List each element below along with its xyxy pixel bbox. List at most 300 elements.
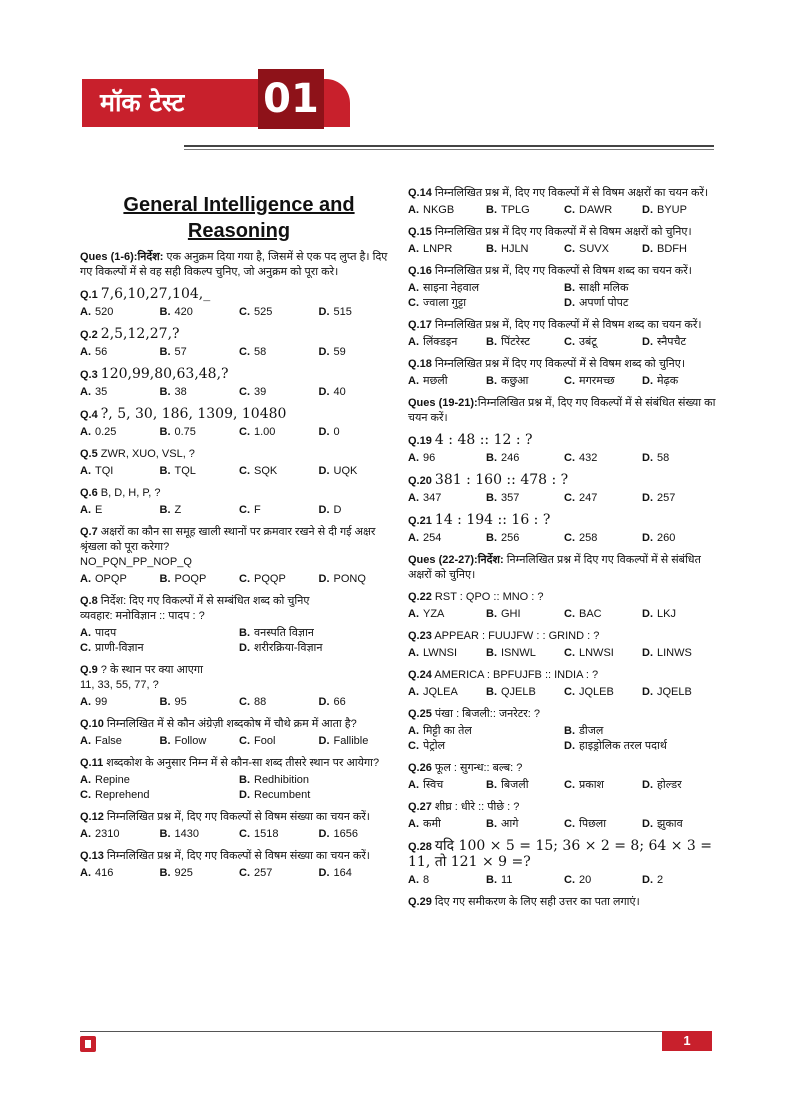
option-text: स्विच xyxy=(423,779,444,791)
option-d xyxy=(319,695,399,710)
question-number: Q.9 xyxy=(80,664,101,676)
question-28: Q.28 यदि 100 × 5 = 15; 36 × 2 = 8; 64 × 3 = 11, तो 121 × 9 =? A. 8 B. 11 C. 20 D. 2 xyxy=(408,839,720,888)
options xyxy=(80,345,398,360)
option-b xyxy=(160,425,240,440)
option-letter: B. xyxy=(564,282,575,294)
question-stem: ? के स्थान पर क्या आएगा xyxy=(100,664,203,676)
question-24: Q.24 AMERICA : BPFUJFB :: INDIA : ? A. JQLEA B. QJELB C. JQLEB D. JQELB xyxy=(408,668,720,700)
option-letter: B. xyxy=(159,735,171,747)
question-25: Q.25 पंखा : बिजली:: जनरेटर: ? A. मिट्टी का तेल B. डीजल C. पेट्रोल D. हाइड्रोलिक तरल पदार्थ xyxy=(408,707,720,754)
question-11 xyxy=(80,756,398,803)
option-letter: D. xyxy=(642,532,653,544)
option-c xyxy=(80,641,239,656)
question-19: Q.19 4 : 48 :: 12 : ? A. 96 B. 246 C. 432 D. 58 xyxy=(408,433,720,466)
option-d xyxy=(642,335,720,350)
option-b xyxy=(486,335,564,350)
option-text: अपर्णा पोपट xyxy=(579,297,629,309)
question-stem: 7,6,10,27,104,_ xyxy=(100,286,211,302)
option-b xyxy=(486,491,564,506)
option-text: 257 xyxy=(254,867,273,879)
question-1 xyxy=(80,287,398,320)
option-letter: B. xyxy=(486,452,497,464)
option-a xyxy=(408,817,486,832)
option-text: मछली xyxy=(423,375,448,387)
right-column xyxy=(408,186,720,917)
option-letter: D. xyxy=(318,735,330,747)
question-stem: निम्नलिखित प्रश्न में, दिए गए विकल्पों में से विषम अक्षरों का चयन करें। xyxy=(434,187,709,199)
option-text: 39 xyxy=(254,386,267,398)
option-d xyxy=(319,572,399,587)
option-letter: B. xyxy=(486,647,497,659)
option-text: ISNWL xyxy=(501,647,536,659)
question-23: Q.23 APPEAR : FUUJFW : : GRIND : ? A. LWNSI B. ISNWL C. LNWSI D. LINWS xyxy=(408,629,720,661)
options xyxy=(408,873,720,888)
option-letter: A. xyxy=(80,867,91,879)
option-c xyxy=(239,734,319,749)
option-letter: C. xyxy=(564,243,575,255)
option-letter: C. xyxy=(239,346,250,358)
option-text: 164 xyxy=(333,867,352,879)
option-b xyxy=(160,734,240,749)
option-text: UQK xyxy=(333,465,358,477)
option-a xyxy=(80,827,160,842)
option-a xyxy=(80,385,160,400)
option-text: 2 xyxy=(657,874,664,886)
option-text: LNWSI xyxy=(579,647,614,659)
option-c xyxy=(239,695,319,710)
option-text: BAC xyxy=(579,608,602,620)
option-letter: D. xyxy=(564,740,575,752)
option-text: 38 xyxy=(174,386,187,398)
option-letter: B. xyxy=(239,627,250,639)
section-title xyxy=(80,192,398,244)
option-b xyxy=(239,626,398,641)
option-text: पेट्रोल xyxy=(423,740,446,752)
question-5 xyxy=(80,447,398,479)
option-b xyxy=(160,695,240,710)
option-letter: A. xyxy=(80,735,91,747)
question-stem: शब्दकोश के अनुसार निम्न में से कौन-सा शब्द तीसरे स्थान पर आयेगा? xyxy=(106,757,380,769)
option-letter: C. xyxy=(564,686,575,698)
option-letter: B. xyxy=(564,725,575,737)
option-a xyxy=(408,242,486,257)
question-2 xyxy=(80,327,398,360)
option-text: मेढ़क xyxy=(657,375,679,387)
question-number: Q.3 xyxy=(80,369,101,381)
option-c xyxy=(80,788,239,803)
option-text: BYUP xyxy=(657,204,687,216)
option-letter: D. xyxy=(642,336,653,348)
option-letter: A. xyxy=(408,647,419,659)
question-stem: ?, 5, 30, 186, 1309, 10480 xyxy=(100,406,287,422)
option-text: QJELB xyxy=(501,686,536,698)
option-letter: C. xyxy=(564,336,575,348)
directions-head: Ques (22-27):निर्देश: xyxy=(408,554,504,566)
options xyxy=(408,607,720,622)
option-letter: B. xyxy=(486,532,497,544)
option-letter: C. xyxy=(564,452,575,464)
option-letter: A. xyxy=(408,779,419,791)
option-d xyxy=(642,491,720,506)
option-letter: B. xyxy=(486,204,497,216)
question-number: Q.2 xyxy=(80,329,101,341)
option-text: SUVX xyxy=(579,243,609,255)
option-b xyxy=(160,827,240,842)
option-d xyxy=(642,374,720,389)
option-letter: B. xyxy=(486,336,497,348)
question-number: Q.13 xyxy=(80,850,107,862)
option-letter: B. xyxy=(159,696,171,708)
option-text: साक्षी मलिक xyxy=(579,282,629,294)
option-text: Follow xyxy=(174,735,207,747)
option-c xyxy=(564,646,642,661)
options xyxy=(408,685,720,700)
question-number: Q.7 xyxy=(80,526,101,538)
option-text: LWNSI xyxy=(423,647,458,659)
option-a xyxy=(80,464,160,479)
option-letter: D. xyxy=(318,828,330,840)
option-text: JQLEA xyxy=(423,686,458,698)
option-text: 1430 xyxy=(174,828,199,840)
option-d xyxy=(642,531,720,546)
option-text: 58 xyxy=(657,452,670,464)
option-a xyxy=(80,345,160,360)
option-text: 1.00 xyxy=(254,426,276,438)
option-text: LKJ xyxy=(657,608,676,620)
question-stem: पंखा : बिजली:: जनरेटर: ? xyxy=(434,708,540,720)
option-c xyxy=(239,305,319,320)
option-text: हाइड्रोलिक तरल पदार्थ xyxy=(579,740,667,752)
option-letter: B. xyxy=(486,874,497,886)
question-stem: निम्नलिखित में से कौन अंग्रेज़ी शब्दकोष में चौथे क्रम में आता है? xyxy=(106,718,357,730)
options xyxy=(408,817,720,832)
question-13 xyxy=(80,849,398,881)
option-text: 515 xyxy=(333,306,352,318)
question-number: Q.6 xyxy=(80,487,101,499)
option-letter: C. xyxy=(239,465,250,477)
question-stem: निम्नलिखित प्रश्न में, दिए गए विकल्पों में से विषम शब्द का चयन करें। xyxy=(434,319,702,331)
left-questions xyxy=(80,287,398,881)
option-text: प्रकाश xyxy=(579,779,605,791)
option-text: 254 xyxy=(423,532,442,544)
option-letter: A. xyxy=(80,465,91,477)
option-b xyxy=(160,464,240,479)
option-text: उबंटू xyxy=(579,336,597,348)
directions-text: निम्नलिखित प्रश्न में, दिए गए विकल्पों में से संबंधित संख्या का चयन करें। xyxy=(408,397,716,424)
question-stem: निम्नलिखित प्रश्न में, दिए गए विकल्पों से विषम संख्या का चयन करें। xyxy=(106,811,370,823)
directions-19-21 xyxy=(408,396,720,426)
option-letter: A. xyxy=(408,243,419,255)
option-letter: C. xyxy=(239,426,250,438)
option-text: 247 xyxy=(579,492,598,504)
question-20: Q.20 381 : 160 :: 478 : ? A. 347 B. 357 C. 247 D. 257 xyxy=(408,473,720,506)
option-d xyxy=(642,451,720,466)
option-c xyxy=(239,503,319,518)
option-text: कमी xyxy=(423,818,441,830)
option-text: 99 xyxy=(95,696,108,708)
option-a xyxy=(408,335,486,350)
publisher-logo-icon xyxy=(80,1036,96,1052)
option-a xyxy=(80,695,160,710)
option-b xyxy=(160,866,240,881)
option-letter: C. xyxy=(80,642,91,654)
option-c xyxy=(564,451,642,466)
question-27: Q.27 शीघ्र : धीरे :: पीछे : ? A. कमी B. आगे C. पिछला D. झुकाव xyxy=(408,800,720,832)
option-letter: C. xyxy=(564,492,575,504)
option-c xyxy=(564,685,642,700)
option-text: TQL xyxy=(174,465,196,477)
option-text: 35 xyxy=(95,386,108,398)
option-c xyxy=(239,425,319,440)
option-letter: A. xyxy=(80,504,91,516)
directions-1-6 xyxy=(80,250,398,280)
option-text: डीजल xyxy=(579,725,604,737)
option-text: पिंटरेस्ट xyxy=(501,336,530,348)
option-text: Repine xyxy=(95,774,130,786)
option-d xyxy=(642,873,720,888)
question-stem: APPEAR : FUUJFW : : GRIND : ? xyxy=(434,630,600,642)
option-text: 416 xyxy=(95,867,114,879)
option-letter: D. xyxy=(318,504,330,516)
option-text: PQQP xyxy=(254,573,286,585)
question-21: Q.21 14 : 194 :: 16 : ? A. 254 B. 256 C. 258 D. 260 xyxy=(408,513,720,546)
question-7 xyxy=(80,525,398,587)
option-letter: D. xyxy=(642,204,653,216)
option-letter: C. xyxy=(239,306,250,318)
option-letter: D. xyxy=(642,608,653,620)
option-b xyxy=(160,305,240,320)
option-letter: D. xyxy=(239,789,250,801)
banner-number: 01 xyxy=(258,69,324,129)
option-text: 2310 xyxy=(95,828,120,840)
option-letter: D. xyxy=(642,492,653,504)
option-letter: A. xyxy=(408,725,419,737)
footer-rule xyxy=(80,1031,712,1032)
option-text: बिजली xyxy=(501,779,529,791)
option-c xyxy=(239,464,319,479)
option-text: 20 xyxy=(579,874,592,886)
options xyxy=(80,305,398,320)
option-letter: C. xyxy=(564,375,575,387)
options xyxy=(408,724,720,754)
option-a xyxy=(408,607,486,622)
question-17: Q.17 निम्नलिखित प्रश्न में, दिए गए विकल्पों में से विषम शब्द का चयन करें। A. लिंक्डइन B. पिंटरेस्ट C. उबंटू D. स्नैपचैट xyxy=(408,318,720,350)
options xyxy=(80,503,398,518)
option-text: प्राणी-विज्ञान xyxy=(95,642,144,654)
option-letter: A. xyxy=(408,608,419,620)
left-column xyxy=(80,186,398,888)
option-c xyxy=(408,739,564,754)
option-text: OPQP xyxy=(95,573,127,585)
directions-text: एक अनुक्रम दिया गया है, जिसमें से एक पद लुप्त है। दिए गए विकल्पों में से वह सही विकल्प चुनिए, जो अनुक्रम को पूरा करे। xyxy=(80,251,388,278)
option-text: 1518 xyxy=(254,828,279,840)
question-stem: शीघ्र : धीरे :: पीछे : ? xyxy=(434,801,520,813)
option-c xyxy=(239,345,319,360)
question-number: Q.10 xyxy=(80,718,107,730)
option-text: SQK xyxy=(254,465,278,477)
option-b xyxy=(486,203,564,218)
option-text: शरीरक्रिया-विज्ञान xyxy=(254,642,323,654)
option-d xyxy=(319,503,399,518)
option-text: Z xyxy=(174,504,182,516)
option-text: 258 xyxy=(579,532,598,544)
option-a xyxy=(408,281,564,296)
option-letter: B. xyxy=(159,573,171,585)
option-b xyxy=(486,607,564,622)
option-a xyxy=(80,572,160,587)
option-letter: D. xyxy=(318,867,330,879)
question-subtext: 11, 33, 55, 77, ? xyxy=(80,679,159,691)
option-letter: B. xyxy=(486,492,497,504)
option-b xyxy=(486,374,564,389)
option-d xyxy=(319,464,399,479)
question-stem: 14 : 194 :: 16 : ? xyxy=(434,512,551,528)
option-a xyxy=(80,503,160,518)
option-text: D xyxy=(333,504,342,516)
option-c xyxy=(239,572,319,587)
option-b xyxy=(486,242,564,257)
option-d xyxy=(319,827,399,842)
options xyxy=(408,281,720,311)
question-stem: ZWR, XUO, VSL, ? xyxy=(100,448,195,460)
option-letter: D. xyxy=(318,306,330,318)
question-number: Q.11 xyxy=(80,757,107,769)
question-stem: निम्नलिखित प्रश्न में, दिए गए विकल्पों से विषम संख्या का चयन करें। xyxy=(106,850,370,862)
option-letter: A. xyxy=(80,828,91,840)
option-letter: B. xyxy=(159,867,171,879)
option-text: मिट्टी का तेल xyxy=(423,725,472,737)
option-text: Redhibition xyxy=(254,774,310,786)
option-letter: D. xyxy=(642,452,653,464)
option-text: POQP xyxy=(174,573,207,585)
option-c xyxy=(408,296,564,311)
option-letter: A. xyxy=(408,532,419,544)
option-b xyxy=(160,572,240,587)
question-3 xyxy=(80,367,398,400)
options xyxy=(80,626,398,656)
option-letter: A. xyxy=(408,336,419,348)
option-d xyxy=(239,641,398,656)
mock-test-banner xyxy=(82,69,350,129)
option-letter: C. xyxy=(408,740,419,752)
question-stem: निम्नलिखित प्रश्न में दिए गए विकल्पों में से विषम शब्द को चुनिए। xyxy=(434,358,686,370)
option-text: 8 xyxy=(423,874,430,886)
option-letter: C. xyxy=(80,789,91,801)
question-number: Q.12 xyxy=(80,811,107,823)
option-d xyxy=(642,242,720,257)
directions-22-27 xyxy=(408,553,720,583)
question-22: Q.22 RST : QPO :: MNO : ? A. YZA B. GHI C. BAC D. LKJ xyxy=(408,590,720,622)
question-stem: 120,99,80,63,48,? xyxy=(100,366,229,382)
option-a xyxy=(80,305,160,320)
option-letter: D. xyxy=(318,426,330,438)
option-letter: C. xyxy=(239,828,250,840)
option-letter: B. xyxy=(486,375,497,387)
option-a xyxy=(80,866,160,881)
option-letter: C. xyxy=(239,735,250,747)
option-letter: A. xyxy=(408,492,419,504)
option-b xyxy=(486,646,564,661)
options xyxy=(80,464,398,479)
options xyxy=(408,531,720,546)
option-text: LINWS xyxy=(657,647,692,659)
question-stem: B, D, H, P, ? xyxy=(100,487,161,499)
option-text: मगरमच्छ xyxy=(579,375,615,387)
option-letter: D. xyxy=(564,297,575,309)
option-letter: A. xyxy=(80,426,91,438)
question-stem: 4 : 48 :: 12 : ? xyxy=(434,432,533,448)
option-letter: C. xyxy=(239,867,250,879)
option-text: 66 xyxy=(333,696,346,708)
options xyxy=(80,572,398,587)
option-a xyxy=(408,646,486,661)
option-text: YZA xyxy=(423,608,445,620)
option-c xyxy=(564,242,642,257)
option-d xyxy=(642,778,720,793)
option-text: 925 xyxy=(174,867,193,879)
option-letter: B. xyxy=(159,346,171,358)
question-26: Q.26 फूल : सुगन्ध:: बल्ब: ? A. स्विच B. बिजली C. प्रकाश D. होल्डर xyxy=(408,761,720,793)
question-9 xyxy=(80,663,398,710)
option-letter: B. xyxy=(239,774,250,786)
option-letter: C. xyxy=(239,573,250,585)
option-b xyxy=(486,778,564,793)
question-stem: 2,5,12,27,? xyxy=(100,326,180,342)
question-stem: दिए गए समीकरण के लिए सही उत्तर का पता लगाएं। xyxy=(434,896,640,908)
option-text: 1656 xyxy=(333,828,358,840)
option-a xyxy=(80,773,239,788)
header-rule-thin xyxy=(184,149,714,150)
option-text: 95 xyxy=(174,696,187,708)
option-letter: D. xyxy=(318,696,330,708)
option-letter: D. xyxy=(642,243,653,255)
question-29: Q.29 दिए गए समीकरण के लिए सही उत्तर का पता लगाएं। xyxy=(408,896,640,908)
option-letter: D. xyxy=(318,465,330,477)
option-text: 520 xyxy=(95,306,114,318)
option-d xyxy=(319,734,399,749)
option-c xyxy=(564,873,642,888)
option-letter: A. xyxy=(408,686,419,698)
option-c xyxy=(239,827,319,842)
options xyxy=(408,374,720,389)
option-d xyxy=(319,425,399,440)
option-c xyxy=(564,531,642,546)
option-letter: B. xyxy=(486,243,497,255)
option-letter: C. xyxy=(564,779,575,791)
option-text: झुकाव xyxy=(657,818,683,830)
option-text: F xyxy=(254,504,261,516)
option-letter: A. xyxy=(408,818,419,830)
option-letter: D. xyxy=(642,686,653,698)
option-letter: D. xyxy=(318,386,330,398)
option-letter: C. xyxy=(564,874,575,886)
options xyxy=(80,385,398,400)
option-text: False xyxy=(95,735,122,747)
option-text: TPLG xyxy=(501,204,530,216)
question-stem: निम्नलिखित प्रश्न में दिए गए विकल्पों में से विषम अक्षरों को चुनिए। xyxy=(434,226,692,238)
option-d xyxy=(319,345,399,360)
question-stem: निम्नलिखित प्रश्न में, दिए गए विकल्पों से विषम शब्द का चयन करें। xyxy=(434,265,692,277)
option-letter: A. xyxy=(408,375,419,387)
question-stem: निर्देश: दिए गए विकल्पों में से सम्बंधित शब्द को चुनिए xyxy=(100,595,310,607)
option-text: 0.75 xyxy=(174,426,196,438)
option-b xyxy=(486,685,564,700)
options xyxy=(408,335,720,350)
option-d xyxy=(642,646,720,661)
question-4 xyxy=(80,407,398,440)
option-d xyxy=(319,385,399,400)
option-d xyxy=(564,739,720,754)
